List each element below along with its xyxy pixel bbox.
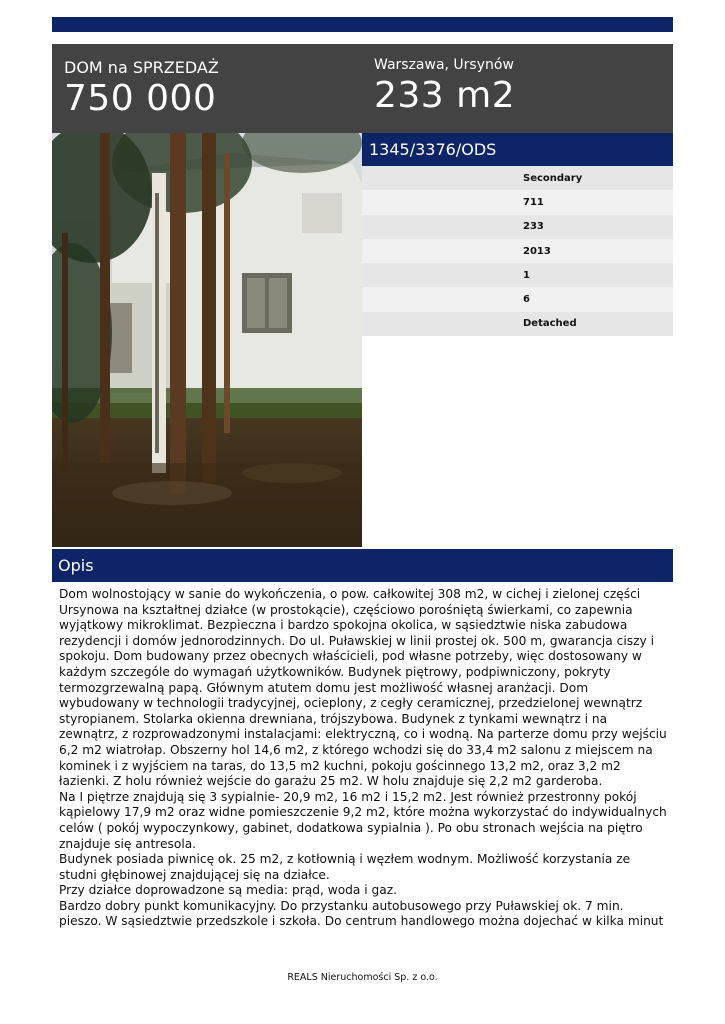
top-accent-bar bbox=[52, 17, 673, 32]
listing-area: 233 m2 bbox=[374, 75, 516, 116]
details-row bbox=[362, 263, 673, 287]
listing-price: 750 000 bbox=[64, 78, 217, 119]
detail-value: 6 bbox=[523, 294, 530, 306]
detail-value: 711 bbox=[523, 196, 544, 208]
reference-number: 1345/3376/ODS bbox=[369, 140, 497, 159]
description-text: Dom wolnostojący w sanie do wykończenia, o pow. całkowitej 308 m2, w cichej i zielonej części Ursynowa na kształtnej działce (w prostokącie), częściowo porośniętą świerkami, co zapewnia wyjątkowy mikroklimat. Bezpieczna i bardzo spokojna okolica, w sąsiedztwie niska zabudowa rezydencji i domów jednorodzinnych. Do ul. Puławskiej w linii prostej ok. 500 m, gwarancja ciszy i spokoju. Dom budowany przez obecnych właścicieli, pod własne potrzeby, więc dostosowany w każdym szczególe do wymagań użytkowników. Budynek piętrowy, podpiwniczony, pokryty termozgrzewalną papą. Głównym atutem domu jest możliwość własnej aranżacji. Dom wybudowany w technologii tradycyjnej, ocieplony, z cegły ceramicznej, przedzielonej wewnątrz styropianem. Stolarka okienna drewniana, trójszybowa. Budynek z tynkami wewnątrz i na zewnątrz, z rozprowadzonymi instalacjami: elektryczną, co i wodną. Na parterze domu przy wejściu 6,2 m2 wiatrołap. Obszerny hol 14,6 m2, z którego wchodzi się do 33,4 m2 salonu z miejscem na kominek i z wyjściem na taras, do 13,5 m2 kuchni, pokoju gościnnego 13,2 m2, oraz 3,2 m2 łazienki. Z holu również wejście do garażu 25 m2. W holu znajduje się 2,2 m2 garderoba. Na I piętrze znajdują się 3 sypialnie- 20,9 m2, 16 m2 i 15,2 m2. Jest również przestronny pokój kąpielowy 17,9 m2 oraz widne pomieszczenie 9,2 m2, które można wykorzystać do indywidualnych celów ( pokój wypoczynkowy, gabinet, dodatkowa sypialnia ). Po obu stronach wejścia na piętro znajduje się antresola. Budynek posiada piwnicę ok. 25 m2, z kotłownią i węzłem wodnym. Możliwość korzystania ze studni głębinowej znajdującej się na działce. Przy działce doprowadzone są media: prąd, woda i gaz. Bardzo dobry punkt komunikacyjny. Do przystanku autobusowego przy Puławskiej ok. 7 min. pieszo. W sąsiedztwie przedszkole i szkoła. Do centrum handlowego można dojechać w kilka minut bbox=[59, 587, 667, 929]
details-row bbox=[362, 166, 673, 190]
detail-value: 233 bbox=[523, 221, 544, 233]
details-row bbox=[362, 190, 673, 214]
details-row bbox=[362, 312, 673, 336]
reference-number-bar bbox=[362, 133, 673, 166]
listing-location: Warszawa, Ursynów bbox=[374, 57, 514, 73]
description-heading-bar bbox=[52, 549, 673, 582]
footer-company: REALS Nieruchomości Sp. z o.o. bbox=[287, 972, 438, 983]
details-row bbox=[362, 239, 673, 263]
detail-value: 2013 bbox=[523, 245, 551, 257]
detail-value: 1 bbox=[523, 269, 530, 281]
details-row bbox=[362, 287, 673, 311]
description-heading: Opis bbox=[58, 556, 94, 575]
listing-header bbox=[52, 44, 673, 133]
details-row bbox=[362, 215, 673, 239]
details-table bbox=[362, 166, 673, 336]
detail-value: Detached bbox=[523, 318, 577, 330]
property-photo bbox=[52, 133, 362, 547]
listing-type: DOM na SPRZEDAŻ bbox=[64, 58, 219, 77]
detail-value: Secondary bbox=[523, 172, 583, 184]
